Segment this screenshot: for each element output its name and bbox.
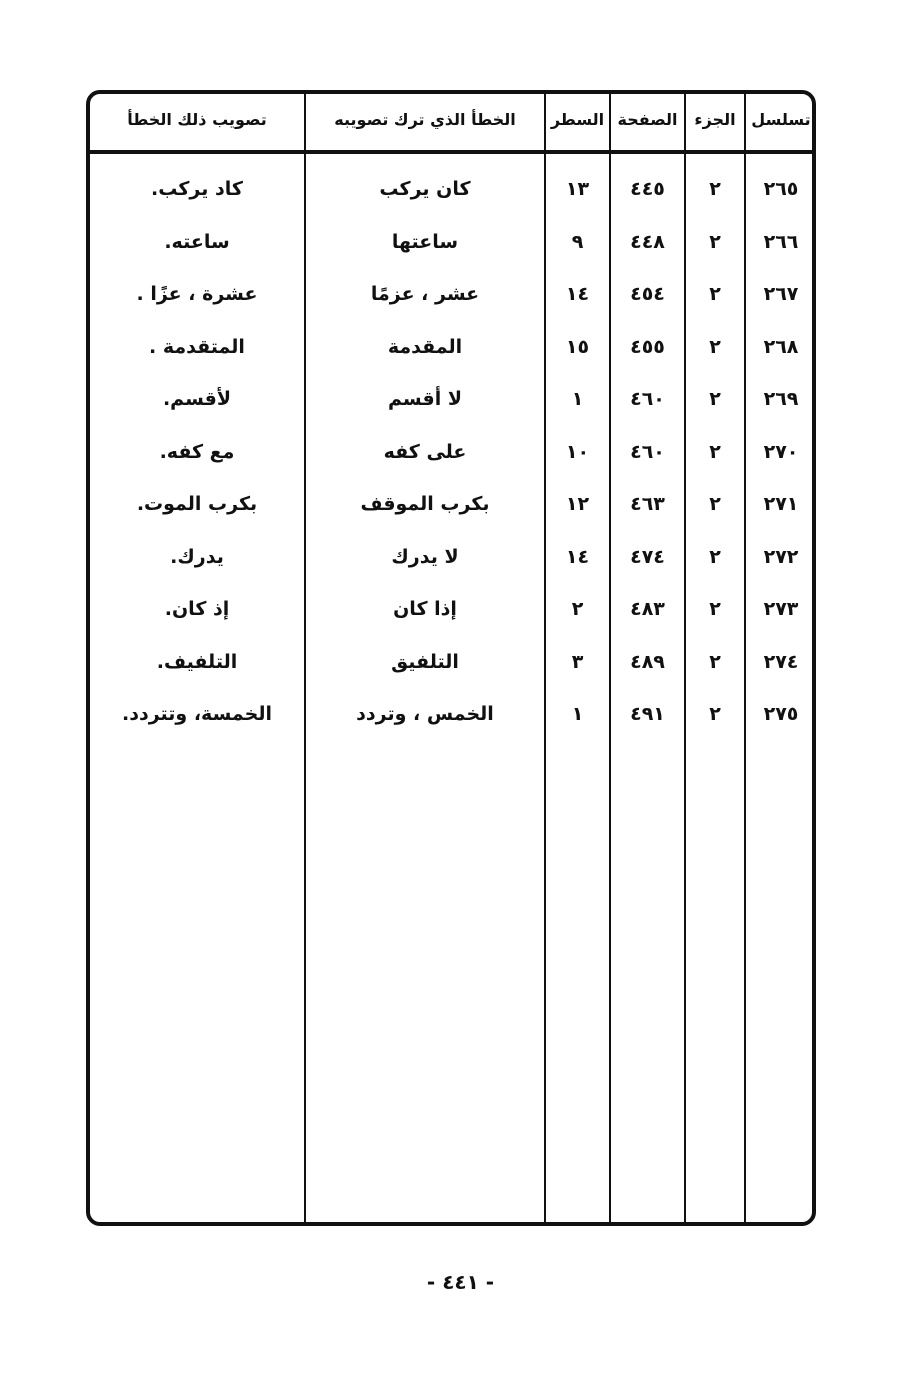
- cell-correction: بكرب الموت.: [136, 493, 258, 515]
- cell-correction: كاد يركب.: [151, 178, 243, 200]
- cell-volume: ٢: [709, 335, 721, 358]
- cell-correction: عشرة ، عزًا .: [136, 283, 258, 305]
- cell-page: ٤٤٥: [630, 178, 665, 200]
- cell-error: التلفيق: [391, 650, 459, 673]
- cell-serial: ٢٦٩: [763, 388, 799, 410]
- cell-page: ٤٧٤: [630, 545, 665, 568]
- header-error: الخطأ الذي ترك تصويبه: [334, 110, 516, 129]
- cell-page: ٤٥٥: [630, 335, 665, 358]
- header-line: السطر: [550, 110, 605, 129]
- cell-line: ١٤: [565, 545, 590, 568]
- cell-correction: إذ كان.: [164, 598, 230, 620]
- cell-serial: ٢٧٣: [763, 598, 799, 620]
- cell-page: ٤٨٩: [630, 650, 665, 673]
- cell-volume: ٢: [709, 598, 721, 620]
- cell-line: ١٢: [565, 493, 590, 515]
- cell-correction: لأقسم.: [162, 388, 232, 410]
- errata-table: [86, 90, 816, 1226]
- cell-line: ١٥: [565, 335, 590, 358]
- cell-volume: ٢: [709, 440, 721, 463]
- cell-error: ساعتها: [391, 230, 459, 253]
- header-divider: [90, 150, 812, 154]
- cell-serial: ٢٧٤: [763, 650, 799, 673]
- cell-volume: ٢: [709, 703, 721, 725]
- cell-line: ١٠: [565, 440, 590, 463]
- cell-serial: ٢٧٠: [763, 440, 799, 463]
- cell-page: ٤٤٨: [630, 230, 665, 253]
- cell-line: ٩: [571, 230, 584, 253]
- header-correction: تصويب ذلك الخطأ: [127, 110, 267, 129]
- cell-correction: يدرك.: [170, 545, 224, 568]
- cell-correction: الخمسة، وتتردد.: [121, 703, 272, 725]
- cell-serial: ٢٦٥: [763, 178, 799, 200]
- cell-line: ١٣: [565, 178, 590, 200]
- cell-line: ١: [571, 703, 584, 725]
- cell-volume: ٢: [709, 493, 721, 515]
- cell-volume: ٢: [709, 283, 721, 305]
- cell-error: بكرب الموقف: [360, 493, 490, 515]
- cell-error: المقدمة: [387, 335, 463, 358]
- cell-serial: ٢٦٨: [763, 335, 799, 358]
- cell-error: على كفه: [383, 440, 467, 463]
- cell-error: الخمس ، وتردد: [356, 703, 494, 725]
- cell-line: ٣: [571, 650, 584, 673]
- cell-line: ٢: [571, 598, 584, 620]
- cell-line: ١: [571, 388, 584, 410]
- cell-page: ٤٨٣: [630, 598, 665, 620]
- cell-serial: ٢٧١: [763, 493, 799, 515]
- cell-error: لا أقسم: [388, 388, 462, 410]
- cell-page: ٤٩١: [630, 703, 665, 725]
- cell-serial: ٢٦٧: [763, 283, 799, 305]
- cell-correction: مع كفه.: [159, 440, 235, 463]
- cell-volume: ٢: [709, 650, 721, 673]
- cell-serial: ٢٦٦: [763, 230, 799, 253]
- cell-error: لا يدرك: [391, 545, 459, 568]
- cell-volume: ٢: [709, 230, 721, 253]
- header-volume: الجزء: [694, 110, 736, 129]
- cell-line: ١٤: [565, 283, 590, 305]
- cell-correction: ساعته.: [164, 230, 230, 253]
- cell-page: ٤٦٠: [630, 388, 665, 410]
- cell-serial: ٢٧٢: [763, 545, 799, 568]
- cell-volume: ٢: [709, 178, 721, 200]
- cell-volume: ٢: [709, 388, 721, 410]
- header-serial: تسلسل: [751, 110, 811, 129]
- cell-page: ٤٦٠: [630, 440, 665, 463]
- cell-serial: ٢٧٥: [763, 703, 799, 725]
- cell-page: ٤٥٤: [630, 283, 665, 305]
- cell-volume: ٢: [709, 545, 721, 568]
- cell-correction: المتقدمة .: [149, 335, 245, 358]
- header-page: الصفحة: [617, 110, 678, 129]
- cell-error: عشر ، عزمًا: [370, 283, 480, 305]
- cell-error: كان يركب: [379, 178, 471, 200]
- cell-error: إذا كان: [393, 598, 457, 620]
- cell-page: ٤٦٣: [630, 493, 665, 515]
- cell-correction: التلفيف.: [156, 650, 238, 673]
- page-number: - ٤٤١ -: [426, 1270, 495, 1294]
